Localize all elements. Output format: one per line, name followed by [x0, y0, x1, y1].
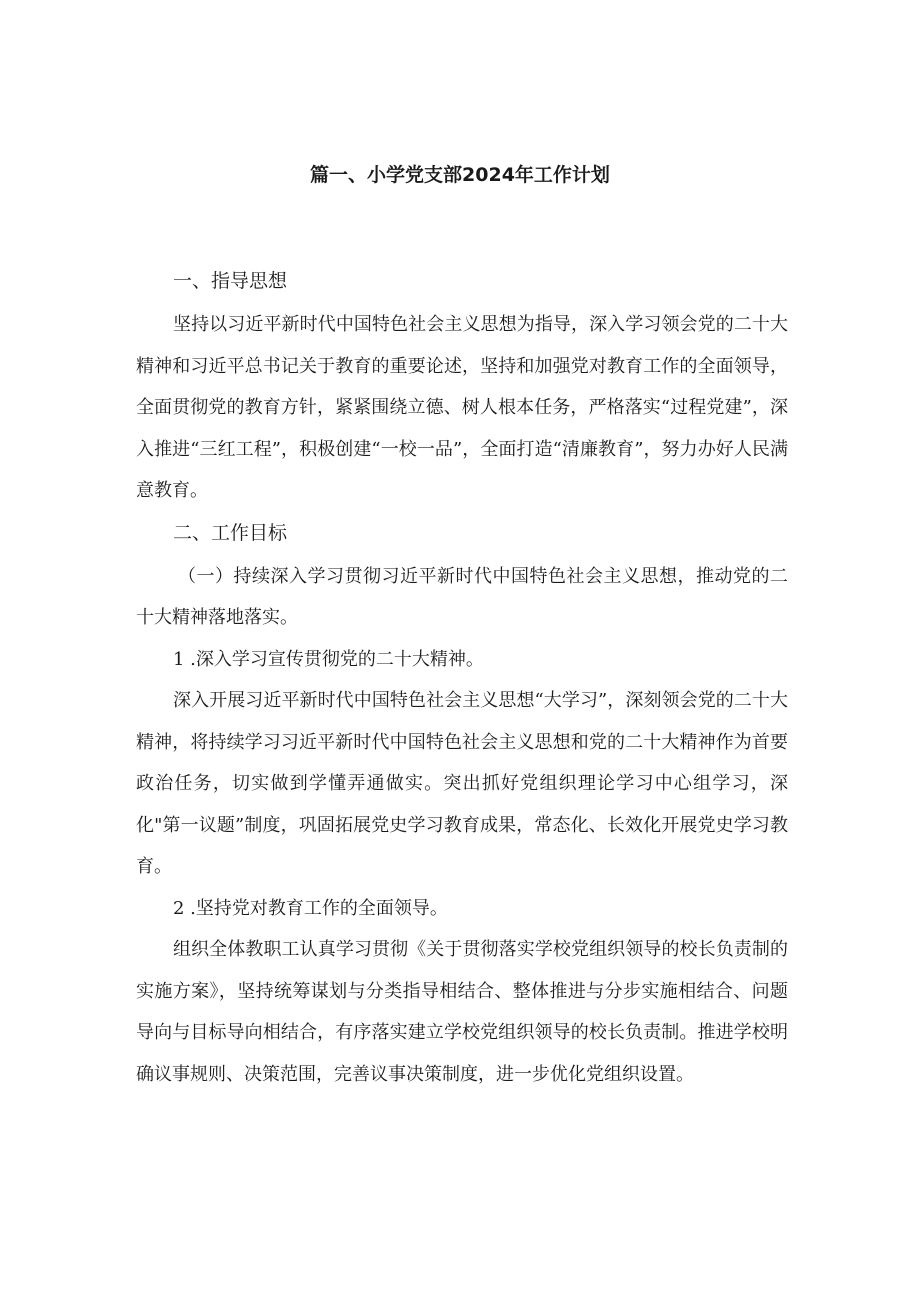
section-heading-work-goals: 二、工作目标: [173, 521, 288, 544]
paragraph-guiding-ideology: 坚持以习近平新时代中国特色社会主义思想为指导，深入学习领会党的二十大精神和习近平总书记关于教育的重要论述，坚持和加强党对教育工作的全面领导，全面贯彻党的教育方针，紧紧围绕立德、树人根本任务，严格落实“过程党建”，深入推进“三红工程”，积极创建“一校一品”，全面打造“清廉教育”，努力办好人民满意教育。: [136, 314, 788, 501]
section-heading-guiding-ideology: 一、指导思想: [173, 270, 288, 292]
paragraph-item-1-body: 深入开展习近平新时代中国特色社会主义思想“大学习”，深刻领会党的二十大精神，将持续学习习近平新时代中国特色社会主义思想和党的二十大精神作为首要政治任务，切实做到学懂弄通做实。突出抓好党组织理论学习中心组学习，深化"第一议题”制度，巩固拓展党史学习教育成果，常态化、长效化开展党史学习教育。: [136, 690, 788, 877]
paragraph-goal-1: （一）持续深入学习贯彻习近平新时代中国特色社会主义思想，推动党的二十大精神落地落实。: [136, 565, 788, 628]
paragraph-item-1-title: 1 .深入学习宣传贯彻党的二十大精神。: [173, 648, 484, 670]
paragraph-item-2-title: 2 .坚持党对教育工作的全面领导。: [173, 897, 448, 919]
paragraph-item-2-body: 组织全体教职工认真学习贯彻《关于贯彻落实学校党组织领导的校长负责制的实施方案》，坚持统筹谋划与分类指导相结合、整体推进与分步实施相结合、问题导向与目标导向相结合，有序落实建立学校党组织领导的校长负责制。推进学校明确议事规则、决策范围，完善议事决策制度，进一步优化党组织设置。: [136, 939, 788, 1085]
document-title: 篇一、小学党支部2024年工作计划: [310, 164, 610, 186]
document-body: [136, 262, 788, 1095]
